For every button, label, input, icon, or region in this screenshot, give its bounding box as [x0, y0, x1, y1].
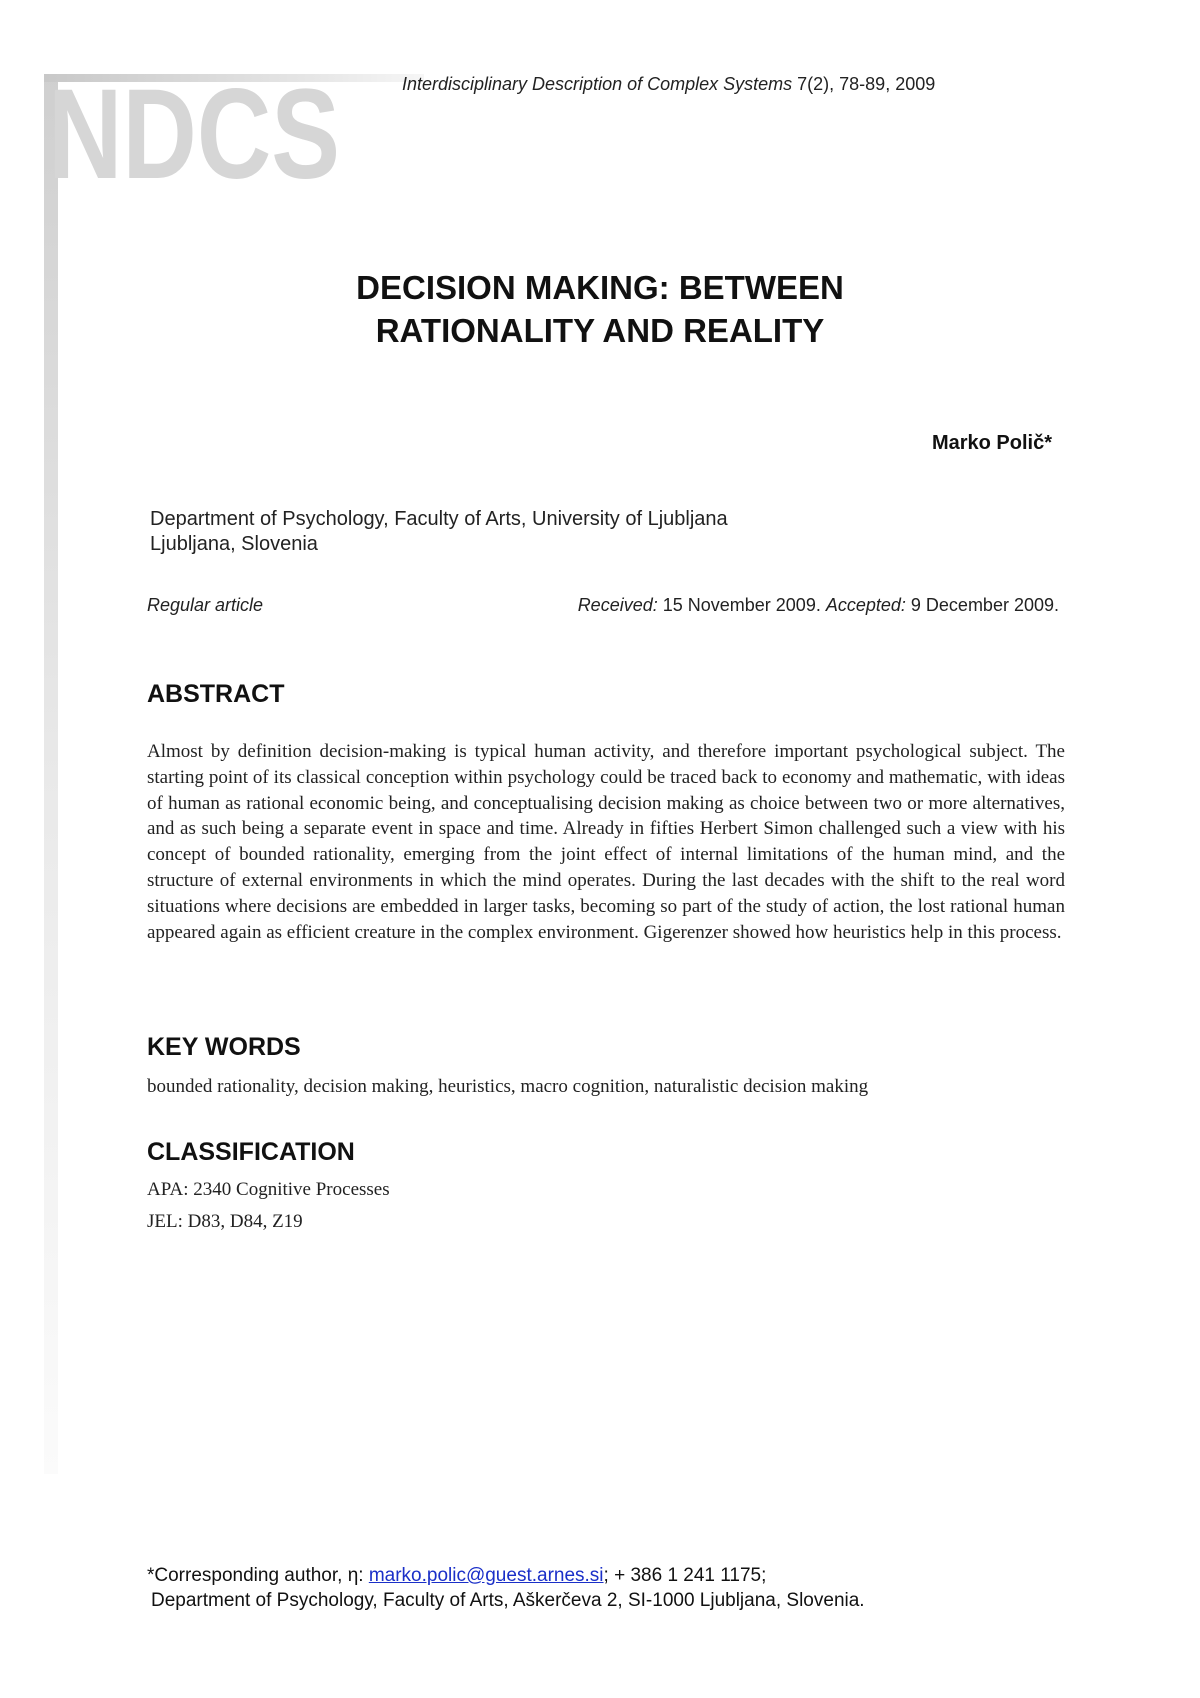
accepted-date: 9 December 2009.: [905, 595, 1059, 615]
article-type: Regular article: [147, 595, 264, 615]
author-email-link[interactable]: marko.polic@guest.arnes.si: [368, 1565, 604, 1586]
affiliation-line-1: Department of Psychology, Faculty of Arts, University of Ljubljana: [150, 508, 728, 530]
article-dates: [578, 595, 1059, 616]
footnote-phone: ; + 386 1 241 1175;: [603, 1565, 767, 1586]
classification-apa: APA: 2340 Cognitive Processes: [147, 1179, 390, 1200]
journal-logo: [44, 63, 344, 206]
received-date: 15 November 2009.: [657, 595, 826, 615]
footnote-line-1: [147, 1563, 865, 1588]
title-line-2: RATIONALITY AND REALITY: [375, 312, 825, 349]
journal-name: Interdisciplinary Description of Complex Systems: [402, 74, 793, 94]
abstract-text: Almost by definition decision-making is typical human activity, and therefore important psychological subject. The starting point of its classical conception within psychology could be traced back to economy and mathematic, with ideas of human as rational economic being, and conceptualising decision making as choice between two or more alternatives, and as such being a separate event in space and time. Already in fifties Herbert Simon challenged such a view with his concept of bounded rationality, emerging from the joint effect of internal limitations of the human mind, and the structure of external environments in which the mind operates. During the last decades with the shift to the real word situations where decisions are embedded in larger tasks, becoming so part of the study of action, the lost rational human appeared again as efficient creature in the complex environment. Gigerenzer showed how heuristics help in this process.: [147, 741, 1065, 943]
received-label: Received:: [577, 595, 658, 615]
classification-jel: JEL: D83, D84, Z19: [147, 1211, 303, 1232]
logo-side-bar: [44, 74, 58, 1474]
footnote-prefix: *Corresponding author, η:: [147, 1565, 369, 1586]
page-title: [200, 266, 1000, 352]
abstract-heading: ABSTRACT: [147, 680, 285, 708]
affiliation: [150, 507, 728, 557]
logo-text: NDCS: [48, 63, 340, 206]
footnote: [147, 1563, 865, 1613]
title-line-1: DECISION MAKING: BETWEEN: [356, 269, 844, 306]
classification-heading: CLASSIFICATION: [147, 1138, 355, 1166]
footnote-address: Department of Psychology, Faculty of Arts, Aškerčeva 2, SI-1000 Ljubljana, Slovenia.: [151, 1590, 865, 1611]
journal-citation: [402, 74, 935, 95]
author-name: Marko Polič*: [931, 432, 1052, 454]
affiliation-line-2: Ljubljana, Slovenia: [150, 533, 318, 555]
accepted-label: Accepted:: [825, 595, 906, 615]
keywords-text: bounded rationality, decision making, heuristics, macro cognition, naturalistic decision making: [147, 1076, 869, 1097]
keywords-heading: KEY WORDS: [147, 1033, 301, 1061]
journal-volume: 7(2), 78-89, 2009: [792, 74, 936, 94]
